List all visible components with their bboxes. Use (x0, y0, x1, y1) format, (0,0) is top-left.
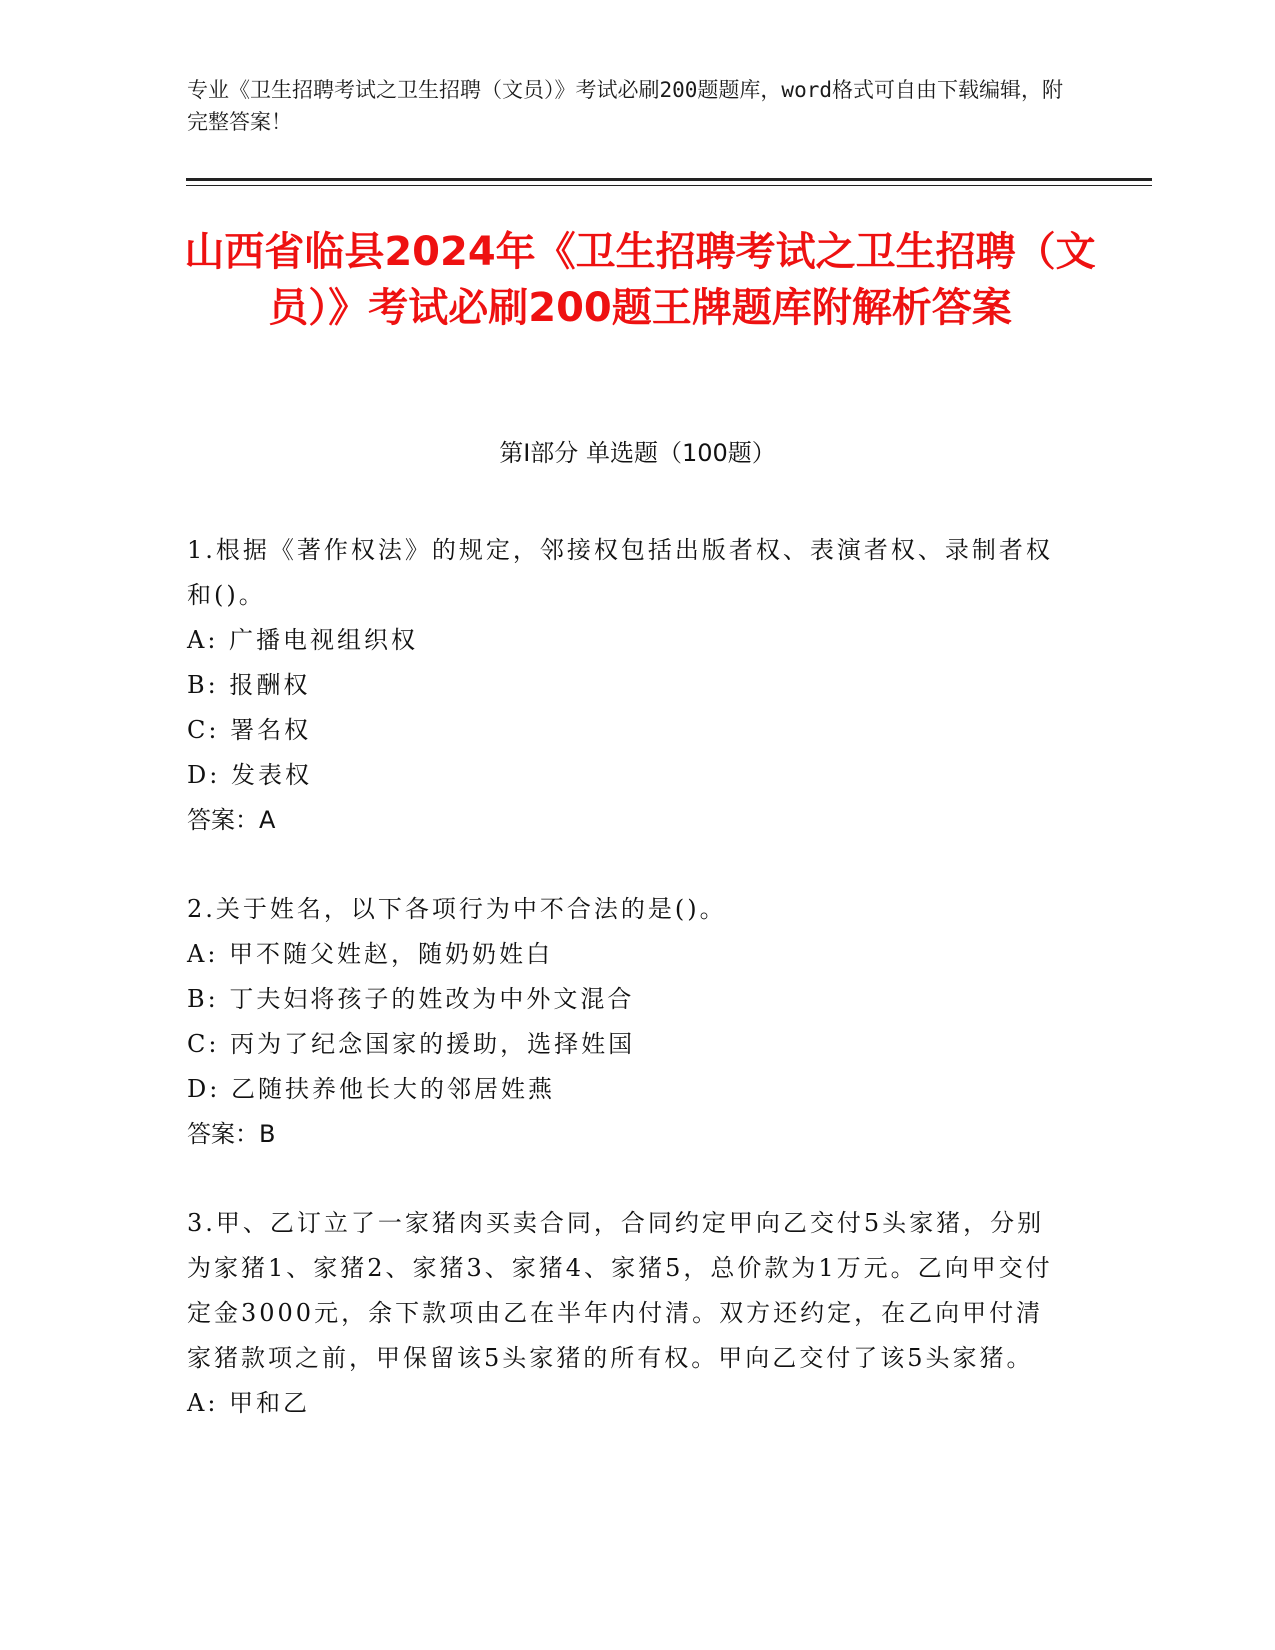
option-a: A: 甲和乙 (187, 1389, 311, 1417)
answer: 答案：B (187, 1120, 276, 1148)
header-divider-thin (186, 185, 1152, 186)
question-stem: 2.关于姓名，以下各项行为中不合法的是()。 (187, 895, 727, 923)
header-note: 专业《卫生招聘考试之卫生招聘（文员）》考试必刷200题题库，word格式可自由下载编辑，附完整答案！ (187, 78, 1063, 134)
option-d: D: 发表权 (187, 761, 312, 789)
option-c: C: 署名权 (187, 716, 312, 744)
option-c: C: 丙为了纪念国家的援助，选择姓国 (187, 1030, 636, 1058)
question-list (187, 528, 1067, 1470)
header-divider-thick (186, 178, 1152, 181)
option-b: B: 丁夫妇将孩子的姓改为中外文混合 (187, 985, 635, 1013)
answer: 答案：A (187, 806, 276, 834)
option-b: B: 报酬权 (187, 671, 311, 699)
document-title: 山西省临县2024年《卫生招聘考试之卫生招聘（文员）》考试必刷200题王牌题库附解析答案 (184, 229, 1096, 331)
section-heading: 第I部分 单选题（100题） (499, 439, 776, 467)
question-stem: 1.根据《著作权法》的规定，邻接权包括出版者权、表演者权、录制者权和()。 (187, 536, 1053, 609)
question-2 (187, 887, 1067, 1157)
question-1 (187, 528, 1067, 843)
question-stem: 3.甲、乙订立了一家猪肉买卖合同，合同约定甲向乙交付5头家猪，分别为家猪1、家猪2、家猪3、家猪4、家猪5，总价款为1万元。乙向甲交付定金3000元，余下款项由乙在半年内付清。双方还约定，在乙向甲付清家猪款项之前，甲保留该5头家猪的所有权。甲向乙交付了该5头家猪。 (187, 1209, 1053, 1372)
option-d: D: 乙随扶养他长大的邻居姓燕 (187, 1075, 555, 1103)
option-a: A: 甲不随父姓赵，随奶奶姓白 (187, 940, 554, 968)
question-3 (187, 1201, 1067, 1426)
option-a: A: 广播电视组织权 (187, 626, 419, 654)
